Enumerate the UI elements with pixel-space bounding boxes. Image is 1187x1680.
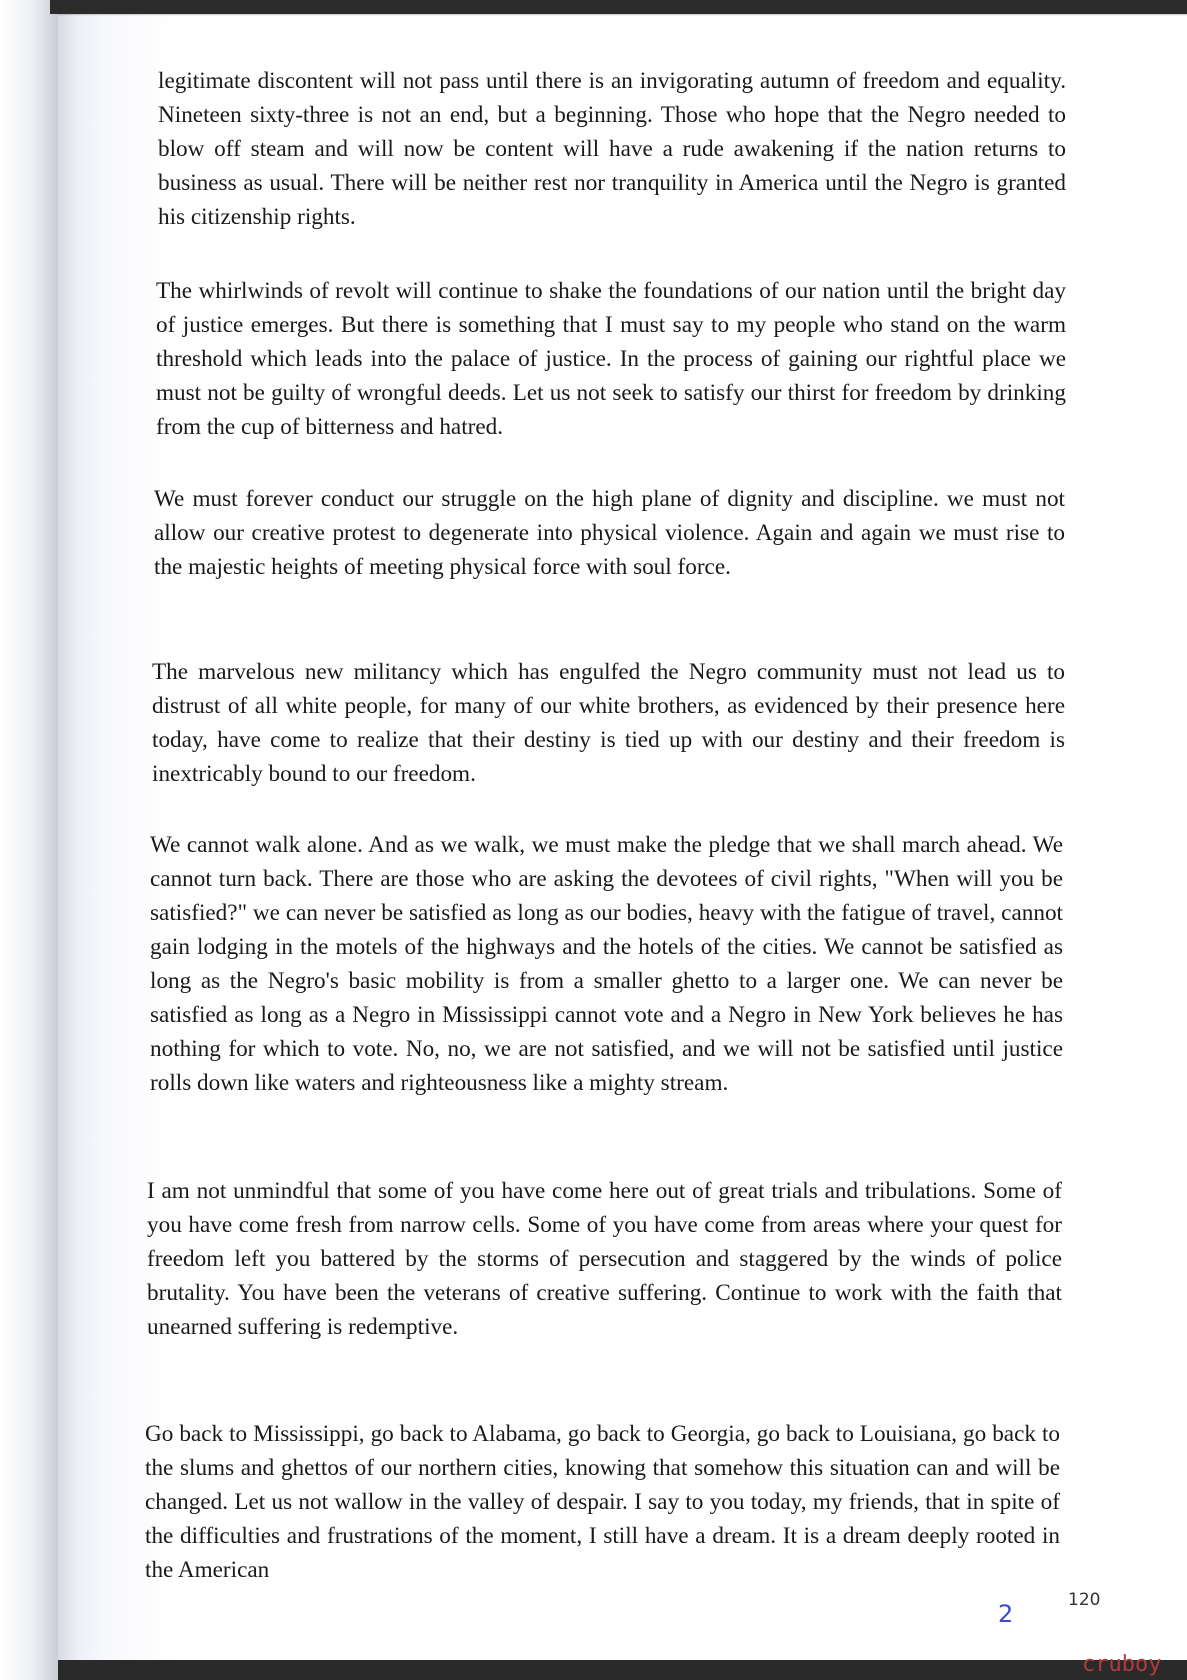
page-number: 2 (998, 1600, 1014, 1628)
watermark: cruboy (1082, 1652, 1162, 1677)
page-top-edge (50, 0, 1187, 14)
paragraph-5: We cannot walk alone. And as we walk, we must make the pledge that we shall march ahead. We cannot turn back. There are those who are asking the devotees of civil rights, "When will you be satisfied?" we can never be satisfied as long as our bodies, heavy with the fatigue of travel, cannot gain lodging in the motels of the highways and the hotels of the cities. We cannot be satisfied as long as the Negro's basic mobility is from a smaller ghetto to a larger one. We can never be satisfied as long as a Negro in Mississippi cannot vote and a Negro in New York believes he has nothing for which to vote. No, no, we are not satisfied, and we will not be satisfied until justice rolls down like waters and righteousness like a mighty stream. (150, 832, 1063, 1096)
paragraph-7: Go back to Mississippi, go back to Alabama, go back to Georgia, go back to Louisiana, go back to the slums and ghettos of our northern cities, knowing that somehow this situation can and will be changed. Let us not wallow in the valley of despair. I say to you today, my friends, that in spite of the difficulties and frustrations of the moment, I still have a dream. It is a dream deeply rooted in the American (145, 1421, 1060, 1583)
paragraph-3: We must forever conduct our struggle on the high plane of dignity and discipline. we must not allow our creative protest to degenerate into physical violence. Again and again we must rise to the majestic heights of meeting physical force with soul force. (154, 486, 1065, 580)
paragraph-1: legitimate discontent will not pass until there is an invigorating autumn of freedom and equality. Nineteen sixty-three is not an end, but a beginning. Those who hope that the Negro needed to blow off steam and will now be content will have a rude awakening if the nation returns to business as usual. There will be neither rest nor tranquility in America until the Negro is granted his citizenship rights. (158, 68, 1066, 230)
paragraph-6: I am not unmindful that some of you have come here out of great trials and tribulations. Some of you have come fresh from narrow cells. Some of you have come from areas where your quest for freedom left you battered by the storms of persecution and staggered by the winds of police brutality. You have been the veterans of creative suffering. Continue to work with the faith that unearned suffering is redemptive. (147, 1178, 1062, 1340)
handwritten-page-count: 120 (1068, 1590, 1101, 1610)
paragraph-4: The marvelous new militancy which has engulfed the Negro community must not lead us to distrust of all white people, for many of our white brothers, as evidenced by their presence here today, have come to realize that their destiny is tied up with our destiny and their freedom is inextricably bound to our freedom. (152, 659, 1065, 787)
book-binding (0, 0, 58, 1680)
paragraph-2: The whirlwinds of revolt will continue to shake the foundations of our nation until the bright day of justice emerges. But there is something that I must say to my people who stand on the warm threshold which leads into the palace of justice. In the process of gaining our rightful place we must not be guilty of wrongful deeds. Let us not seek to satisfy our thirst for freedom by drinking from the cup of bitterness and hatred. (156, 278, 1066, 440)
